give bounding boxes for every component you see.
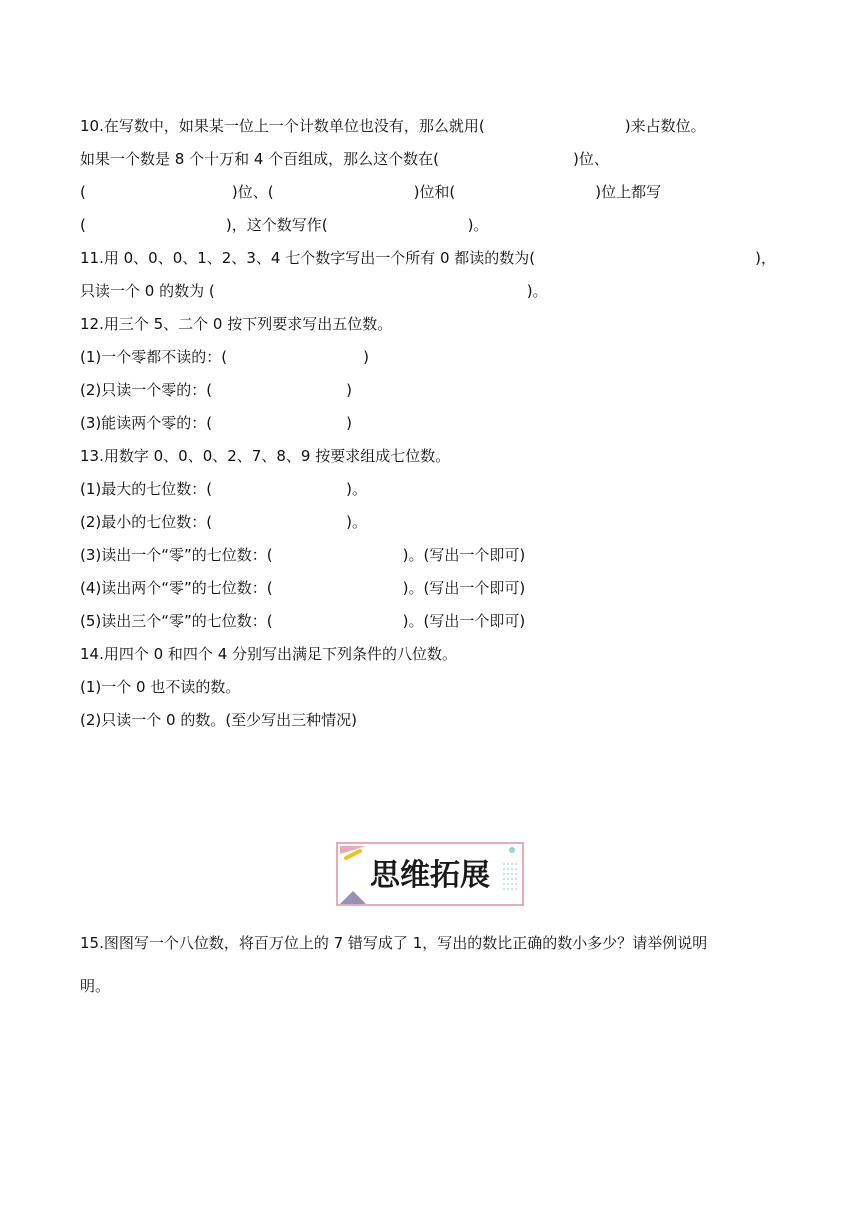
q14-sub-1: (1)一个 0 也不读的数。 xyxy=(80,678,241,696)
q11-line-1: 11.用 0、0、0、1、2、3、4 七个数字写出一个所有 0 都读的数为( )， xyxy=(80,249,776,267)
q13-sub-5: (5)读出三个“零”的七位数：( )。(写出一个即可) xyxy=(80,612,526,630)
q13-sub-3: (3)读出一个“零”的七位数：( )。(写出一个即可) xyxy=(80,546,526,564)
section-badge-frame xyxy=(336,842,524,906)
q13-sub-4: (4)读出两个“零”的七位数：( )。(写出一个即可) xyxy=(80,579,526,597)
q12-sub-1: (1)一个零都不读的：( ) xyxy=(80,348,369,366)
q13-sub-2: (2)最小的七位数：( )。 xyxy=(80,513,367,531)
q13-sub-1: (1)最大的七位数：( )。 xyxy=(80,480,367,498)
q13-stem: 13.用数字 0、0、0、2、7、8、9 按要求组成七位数。 xyxy=(80,447,451,465)
q12-stem: 12.用三个 5、二个 0 按下列要求写出五位数。 xyxy=(80,315,393,333)
q10-line-4: ( )，这个数写作( )。 xyxy=(80,216,489,234)
q12-sub-2: (2)只读一个零的：( ) xyxy=(80,381,352,399)
q15-line-2: 明。 xyxy=(80,977,111,995)
section-badge xyxy=(336,842,524,906)
q10-line-2: 如果一个数是 8 个十万和 4 个百组成，那么这个数在( )位、 xyxy=(80,150,609,168)
q15-line-1: 15.图图写一个八位数，将百万位上的 7 错写成了 1，写出的数比正确的数小多少？请举例说明 xyxy=(80,934,708,952)
q11-line-2: 只读一个 0 的数为 ( )。 xyxy=(80,282,548,300)
section-badge-title: 思维拓展 xyxy=(370,858,490,893)
q14-stem: 14.用四个 0 和四个 4 分别写出满足下列条件的八位数。 xyxy=(80,645,458,663)
q10-line-3: ( )位、( )位和( )位上都写 xyxy=(80,183,662,201)
q12-sub-3: (3)能读两个零的：( ) xyxy=(80,414,352,432)
q14-sub-2: (2)只读一个 0 的数。(至少写出三种情况) xyxy=(80,711,358,729)
q10-line-1: 10.在写数中，如果某一位上一个计数单位也没有，那么就用( )来占数位。 xyxy=(80,117,706,135)
badge-dot-icon xyxy=(509,847,515,853)
